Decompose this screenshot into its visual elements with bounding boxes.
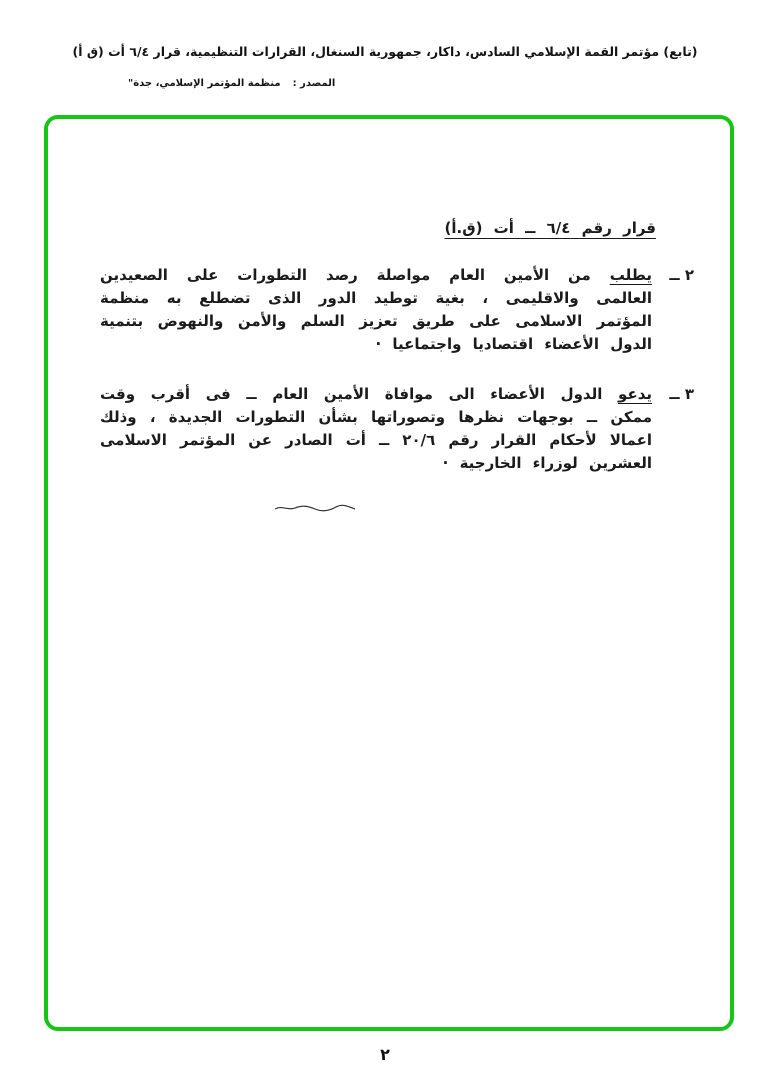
resolution-paragraph-2 — [100, 264, 694, 356]
source-value: منظمة المؤتمر الإسلامي، جدة" — [128, 78, 281, 89]
scanned-document-content — [100, 219, 694, 513]
paragraph-body: الدول الأعضاء الى موافاة الأمين العام ــ فى أقرب وقت ممكن ــ بوجهات نظرها وتصوراتها بشأن التطورات الجديدة ، وذلك اعمالا لأحكام القرار رقم ٢٠/٦ ــ أت الصادر عن المؤتمر الاسلامى العشرين لوزراء الخارجية · — [100, 385, 652, 472]
page-number: ٢ — [380, 1045, 390, 1064]
paragraph-number: ٣ ــ — [669, 385, 694, 403]
paragraph-text — [100, 383, 652, 475]
paragraph-number: ٢ ــ — [669, 266, 694, 284]
scanned-document-frame — [44, 115, 734, 1031]
paragraph-lead-word: يطلب — [609, 266, 652, 284]
paragraph-text — [100, 264, 652, 356]
paragraph-lead-word: يدعو — [618, 385, 652, 403]
source-label: المصدر : — [292, 78, 336, 89]
squiggle-divider-icon — [274, 503, 356, 513]
resolution-title: قرار رقم ٦/٤ ــ أت (ق.أ) — [444, 219, 656, 237]
document-header-title: (تابع) مؤتمر القمة الإسلامي السادس، داكار، جمهورية السنغال، القرارات التنظيمية، قرار ٦/٤ أت (ق أ) — [72, 44, 698, 59]
document-header-source — [128, 78, 335, 89]
paragraph-body: من الأمين العام مواصلة رصد التطورات على الصعيدين العالمى والاقليمى ، بغية توطيد الدور الذى تضطلع به منظمة المؤتمر الاسلامى على طريق تعزيز السلم والأمن والنهوض بتنمية الدول الأعضاء اقتصاديا واجتماعيا · — [100, 266, 652, 353]
resolution-paragraph-3 — [100, 383, 694, 475]
